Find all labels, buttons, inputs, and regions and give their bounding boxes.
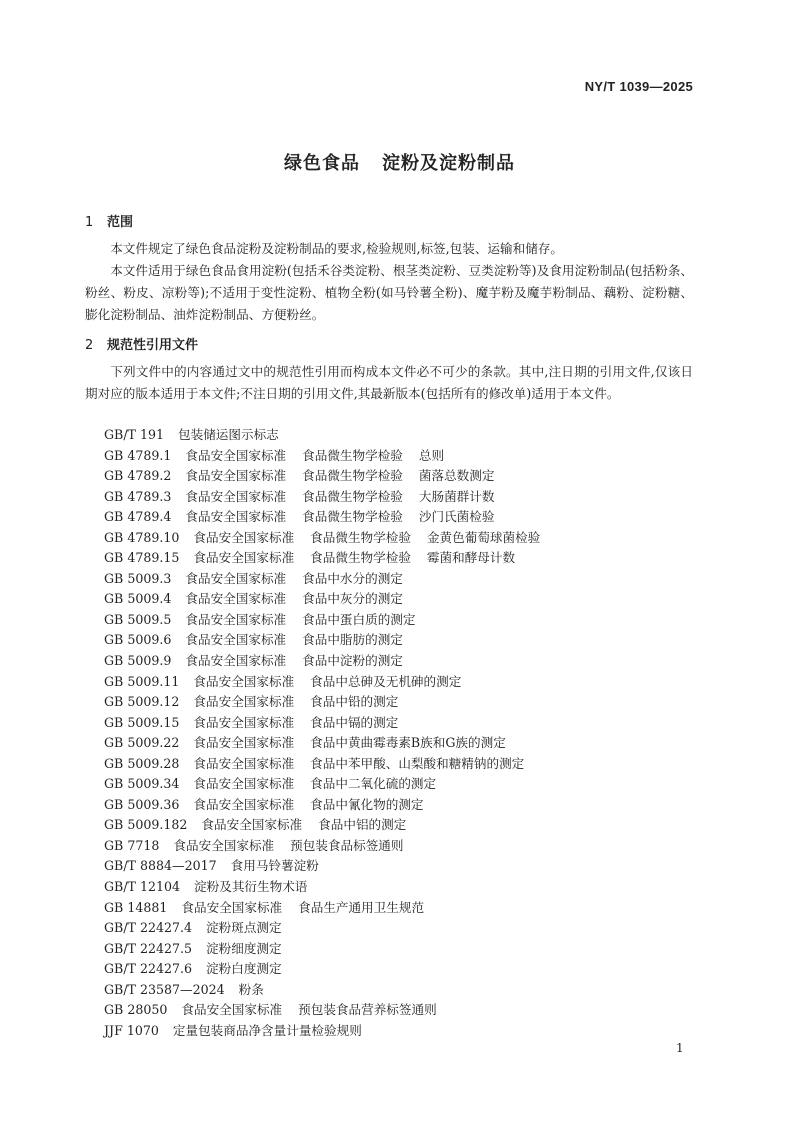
section-number: 2 xyxy=(85,338,94,353)
reference-item xyxy=(104,980,540,1001)
reference-item xyxy=(104,692,540,713)
reference-item xyxy=(104,898,540,919)
reference-item xyxy=(104,754,540,775)
reference-title-part: 预包装食品标签通则 xyxy=(290,837,404,853)
reference-code: GB 5009.4 xyxy=(104,591,172,607)
reference-code: GB 7718 xyxy=(104,837,160,853)
reference-item xyxy=(104,672,540,693)
reference-item xyxy=(104,795,540,816)
title-part-1: 绿色食品 xyxy=(284,153,360,174)
reference-title-part: 食品安全国家标准 xyxy=(185,591,287,607)
reference-title-part: 食品安全国家标准 xyxy=(193,714,295,730)
reference-item xyxy=(104,446,540,467)
reference-code: GB 28050 xyxy=(104,1002,168,1018)
reference-code: GB 5009.12 xyxy=(104,694,180,710)
reference-title-part: 食品安全国家标准 xyxy=(193,796,295,812)
reference-title-part: 霉菌和酵母计数 xyxy=(426,550,516,566)
reference-item xyxy=(104,569,540,590)
reference-code: GB 4789.4 xyxy=(104,509,172,525)
paragraph: 下列文件中的内容通过文中的规范性引用而构成本文件必不可少的条款。其中,注日期的引用文件,仅该日期对应的版本适用于本文件;不注日期的引用文件,其最新版本(包括所有的修改单)适用于本文件。 xyxy=(85,364,693,401)
reference-item xyxy=(104,507,540,528)
reference-title-part: 定量包装商品净含量计量检验规则 xyxy=(172,1022,362,1038)
reference-title-part: 食品安全国家标准 xyxy=(181,1002,283,1018)
reference-title-part: 食品微生物学检验 xyxy=(310,529,411,545)
reference-code: GB 5009.36 xyxy=(104,796,180,812)
reference-title-part: 食品中铝的测定 xyxy=(318,817,407,833)
reference-title-part: 总则 xyxy=(418,447,445,463)
reference-code: JJF 1070 xyxy=(104,1022,159,1038)
reference-item xyxy=(104,856,540,877)
reference-code: GB 14881 xyxy=(104,899,168,915)
reference-title-part: 沙门氏菌检验 xyxy=(418,509,495,525)
reference-title-part: 食品生产通用卫生规范 xyxy=(298,899,425,915)
reference-item xyxy=(104,589,540,610)
section-title: 规范性引用文件 xyxy=(107,338,199,353)
reference-title-part: 食品中总砷及无机砷的测定 xyxy=(310,673,462,689)
reference-title-part: 淀粉白度测定 xyxy=(206,961,282,977)
reference-item xyxy=(104,1000,540,1021)
reference-title-part: 食品安全国家标准 xyxy=(193,755,295,771)
reference-item xyxy=(104,651,540,672)
title-part-2: 淀粉及淀粉制品 xyxy=(382,153,515,174)
document-title xyxy=(0,149,799,175)
reference-list xyxy=(104,425,540,1041)
reference-title-part: 淀粉细度测定 xyxy=(206,940,282,956)
reference-code: GB 5009.11 xyxy=(104,673,180,689)
reference-item xyxy=(104,466,540,487)
reference-title-part: 金黄色葡萄球菌检验 xyxy=(426,529,541,545)
reference-title-part: 食品安全国家标准 xyxy=(185,570,287,586)
reference-title-part: 淀粉及其衍生物术语 xyxy=(194,879,308,895)
reference-title-part: 食品安全国家标准 xyxy=(173,837,275,853)
reference-item xyxy=(104,425,540,446)
reference-title-part: 食品中蛋白质的测定 xyxy=(302,611,416,627)
reference-item xyxy=(104,959,540,980)
reference-title-part: 淀粉斑点测定 xyxy=(206,920,282,936)
reference-code: GB 4789.1 xyxy=(104,447,172,463)
reference-item xyxy=(104,836,540,857)
reference-item xyxy=(104,713,540,734)
reference-title-part: 包装储运图示标志 xyxy=(178,427,279,442)
reference-item xyxy=(104,939,540,960)
reference-title-part: 食品安全国家标准 xyxy=(193,529,295,545)
reference-code: GB 4789.15 xyxy=(104,550,180,566)
reference-code: GB 5009.182 xyxy=(104,817,188,833)
reference-title-part: 食品微生物学检验 xyxy=(302,509,403,525)
reference-title-part: 食用马铃薯淀粉 xyxy=(230,858,319,874)
reference-item xyxy=(104,733,540,754)
reference-title-part: 食品微生物学检验 xyxy=(302,488,403,504)
reference-title-part: 食品中淀粉的测定 xyxy=(302,653,403,669)
reference-title-part: 粉条 xyxy=(238,981,264,997)
reference-item xyxy=(104,815,540,836)
reference-title-part: 大肠菌群计数 xyxy=(418,488,495,504)
reference-code: GB 4789.3 xyxy=(104,488,172,504)
reference-title-part: 食品中灰分的测定 xyxy=(302,591,403,607)
reference-title-part: 食品中水分的测定 xyxy=(302,570,403,586)
reference-code: GB 5009.6 xyxy=(104,632,172,648)
reference-code: GB 5009.15 xyxy=(104,714,180,730)
reference-item xyxy=(104,548,540,569)
reference-title-part: 食品安全国家标准 xyxy=(185,509,287,525)
reference-item xyxy=(104,487,540,508)
reference-title-part: 食品微生物学检验 xyxy=(310,550,411,566)
reference-title-part: 食品安全国家标准 xyxy=(185,632,287,648)
reference-item xyxy=(104,630,540,651)
reference-code: GB/T 23587—2024 xyxy=(104,981,225,997)
section-number: 1 xyxy=(85,215,94,230)
paragraph: 本文件适用于绿色食品食用淀粉(包括禾谷类淀粉、根茎类淀粉、豆类淀粉等)及食用淀粉制品(包括粉条、粉丝、粉皮、凉粉等);不适用于变性淀粉、植物全粉(如马铃薯全粉)、魔芋粉及魔芋粉制品、藕粉、淀粉糖、膨化淀粉制品、油炸淀粉制品、方便粉丝。 xyxy=(85,263,693,322)
reference-title-part: 食品中铅的测定 xyxy=(310,694,399,710)
reference-title-part: 食品安全国家标准 xyxy=(193,776,295,792)
standard-number: NY/T 1039—2025 xyxy=(584,79,693,94)
reference-item xyxy=(104,774,540,795)
reference-code: GB 5009.9 xyxy=(104,653,172,669)
reference-item xyxy=(104,1021,540,1042)
reference-title-part: 食品安全国家标准 xyxy=(185,468,287,484)
reference-title-part: 食品中黄曲霉毒素B族和G族的测定 xyxy=(310,735,506,751)
reference-code: GB 4789.2 xyxy=(104,468,172,484)
reference-code: GB/T 8884—2017 xyxy=(104,858,217,874)
reference-title-part: 食品安全国家标准 xyxy=(181,899,283,915)
reference-code: GB 5009.34 xyxy=(104,776,180,792)
reference-code: GB 4789.10 xyxy=(104,529,180,545)
section-heading-normative-references xyxy=(85,334,198,353)
reference-title-part: 食品安全国家标准 xyxy=(185,488,287,504)
reference-title-part: 预包装食品营养标签通则 xyxy=(298,1002,437,1018)
reference-title-part: 食品安全国家标准 xyxy=(185,447,287,463)
reference-title-part: 食品微生物学检验 xyxy=(302,447,403,463)
reference-title-part: 菌落总数测定 xyxy=(418,468,495,484)
reference-title-part: 食品安全国家标准 xyxy=(193,673,295,689)
section-heading-scope xyxy=(85,211,133,230)
reference-title-part: 食品中镉的测定 xyxy=(310,714,399,730)
reference-item xyxy=(104,918,540,939)
reference-title-part: 食品安全国家标准 xyxy=(185,653,287,669)
reference-title-part: 食品安全国家标准 xyxy=(193,694,295,710)
reference-title-part: 食品中苯甲酸、山梨酸和糖精钠的测定 xyxy=(310,755,525,771)
reference-code: GB/T 12104 xyxy=(104,879,181,895)
reference-item xyxy=(104,877,540,898)
reference-code: GB/T 191 xyxy=(104,427,164,442)
reference-title-part: 食品中二氧化硫的测定 xyxy=(310,776,437,792)
reference-title-part: 食品中脂肪的测定 xyxy=(302,632,403,648)
reference-code: GB 5009.3 xyxy=(104,570,172,586)
reference-code: GB/T 22427.5 xyxy=(104,940,193,956)
section-title: 范围 xyxy=(107,215,134,230)
reference-title-part: 食品中氰化物的测定 xyxy=(310,796,424,812)
reference-code: GB 5009.28 xyxy=(104,755,180,771)
reference-code: GB/T 22427.4 xyxy=(104,920,193,936)
reference-code: GB/T 22427.6 xyxy=(104,961,193,977)
reference-item xyxy=(104,610,540,631)
reference-title-part: 食品微生物学检验 xyxy=(302,468,403,484)
reference-code: GB 5009.5 xyxy=(104,611,172,627)
reference-title-part: 食品安全国家标准 xyxy=(193,735,295,751)
page-number: 1 xyxy=(676,1041,684,1055)
reference-code: GB 5009.22 xyxy=(104,735,180,751)
reference-title-part: 食品安全国家标准 xyxy=(201,817,303,833)
paragraph: 本文件规定了绿色食品淀粉及淀粉制品的要求,检验规则,标签,包装、运输和储存。 xyxy=(110,241,563,256)
reference-title-part: 食品安全国家标准 xyxy=(185,611,287,627)
reference-title-part: 食品安全国家标准 xyxy=(193,550,295,566)
reference-item xyxy=(104,528,540,549)
